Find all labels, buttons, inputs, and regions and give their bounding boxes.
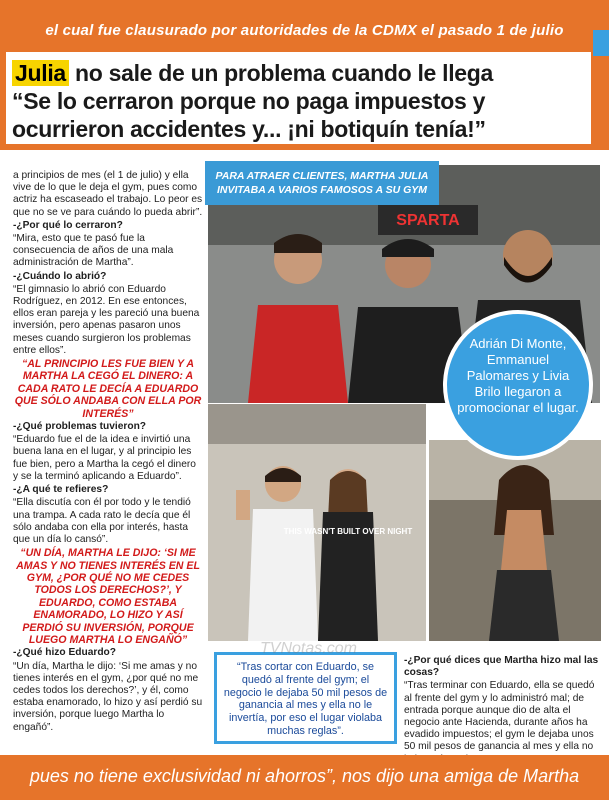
paragraph: “Tras terminar con Eduardo, ella se quedó al frente del gym y lo administró mal; de entrada porque aunque dio de alta el negocio ante Hacienda, durante años ha evadido impuestos; el gym le dejaba unos 50 mil pesos de ganancia al mes y ella no (404, 680, 595, 753)
photo-woman-art (429, 440, 601, 641)
headline-line-3: ocurrieron accidentes y... ¡ni botiquín tenía!” (12, 116, 486, 142)
question: -¿Por qué dices que Martha hizo mal las cosas? (404, 655, 599, 679)
pull-quote: “UN DÍA, MARTHA LE DIJO: ‘SI ME AMAS Y NO TIENES INTERÉS EN EL GYM, ¿POR QUÉ NO ME CEDES TODOS LOS DERECHOS?’, Y EDUARDO, COMO ESTABA ENAMORADO, LO HIZO Y ASÍ PERDIÓ SU INVERSIÓN, PORQUE LUEGO MARTHA LO ENGAÑÓ” (16, 547, 200, 646)
left-column (13, 170, 203, 735)
quote-box: “Tras cortar con Eduardo, se quedó al frente del gym; el negocio le dejaba 50 mil pesos de ganancia al mes y ella no le invertía, por eso el lugar violaba muchas reglas”. (214, 652, 397, 744)
headline-line-2: “Se lo cerraron porque no paga impuestos y (12, 88, 486, 114)
question: -¿Qué problemas tuvieron? (13, 421, 147, 433)
shirt-text: THIS WASN'T BUILT OVER NIGHT (283, 527, 413, 536)
names-bubble: Adrián Di Monte, Emmanuel Palomares y Livia Brilo llegaron a promocionar el lugar. (443, 310, 593, 460)
paragraph: a principios de mes (el 1 de julio) y ella vive de lo que le deja el gym, pues como actriz ha escaseado el trabajo. Lo peor es que no se ve para cuándo lo pueda abrir”. (13, 170, 203, 218)
paragraph: “El gimnasio lo abrió con Eduardo Rodríguez, en 2012. En ese entonces, ellos eran pareja y les pareció una buena inversión, pero apenas pasaron unos meses cuando surgieron los problemas entre ellos”. (13, 283, 200, 356)
photo-woman (429, 440, 601, 641)
headline-line-1 (12, 60, 493, 87)
paragraph: “Ella discutía con él por todo y le tendió una trampa. A cada rato le decía que él sólo andaba con ella por interés, hasta que un día lo cansó”. (13, 497, 191, 545)
photo-couple (208, 404, 426, 641)
watermark: TVNotas.com (260, 640, 357, 657)
pull-quote: “AL PRINCIPIO LES FUE BIEN Y A MARTHA LA CEGÓ EL DINERO: A CADA RATO LE DECÍA A EDUARDO QUE SÓLO ANDABA CON ELLA POR INTERÉS” (14, 358, 202, 420)
footer-band (0, 755, 609, 800)
question: -¿Cuándo lo abrió? (13, 270, 107, 282)
question: -¿A qué te refieres? (13, 484, 109, 496)
gym-sign-text: SPARTA (396, 212, 460, 229)
photo-caption-tag: PARA ATRAER CLIENTES, MARTHA JULIA INVITABA A VARIOS FAMOSOS A SU GYM (205, 161, 439, 205)
paragraph: “Eduardo fue el de la idea e invirtió una buena lana en el lugar, y al principio les fue bien, pero a Martha la cegó el dinero y se la terminó aplicando a Eduardo”. (13, 434, 196, 482)
right-bottom-column (404, 655, 599, 767)
headline-name: Julia (12, 60, 69, 86)
photo-couple-art (208, 404, 426, 641)
headline-text-1: no sale de un problema cuando le llega (68, 60, 494, 86)
kicker-line: el cual fue clausurado por autoridades de la CDMX el pasado 1 de julio (45, 22, 564, 39)
paragraph: “Mira, esto que te pasó fue la consecuencia de años de una mala administración de Martha”. (13, 233, 174, 269)
footer-line: pues no tiene exclusividad ni ahorros”, nos dijo una amiga de Martha (29, 766, 580, 786)
paragraph: “Un día, Martha le dijo: ‘Si me amas y no tienes interés en el gym, ¿por qué no me cedes todos los derechos?’, y él, como estaba enamorado, lo hizo y así perdió su inversión, porque luego Martha lo engañó”. (13, 660, 203, 733)
question: -¿Por qué lo cerraron? (13, 219, 123, 231)
question: -¿Qué hizo Eduardo? (13, 647, 116, 659)
